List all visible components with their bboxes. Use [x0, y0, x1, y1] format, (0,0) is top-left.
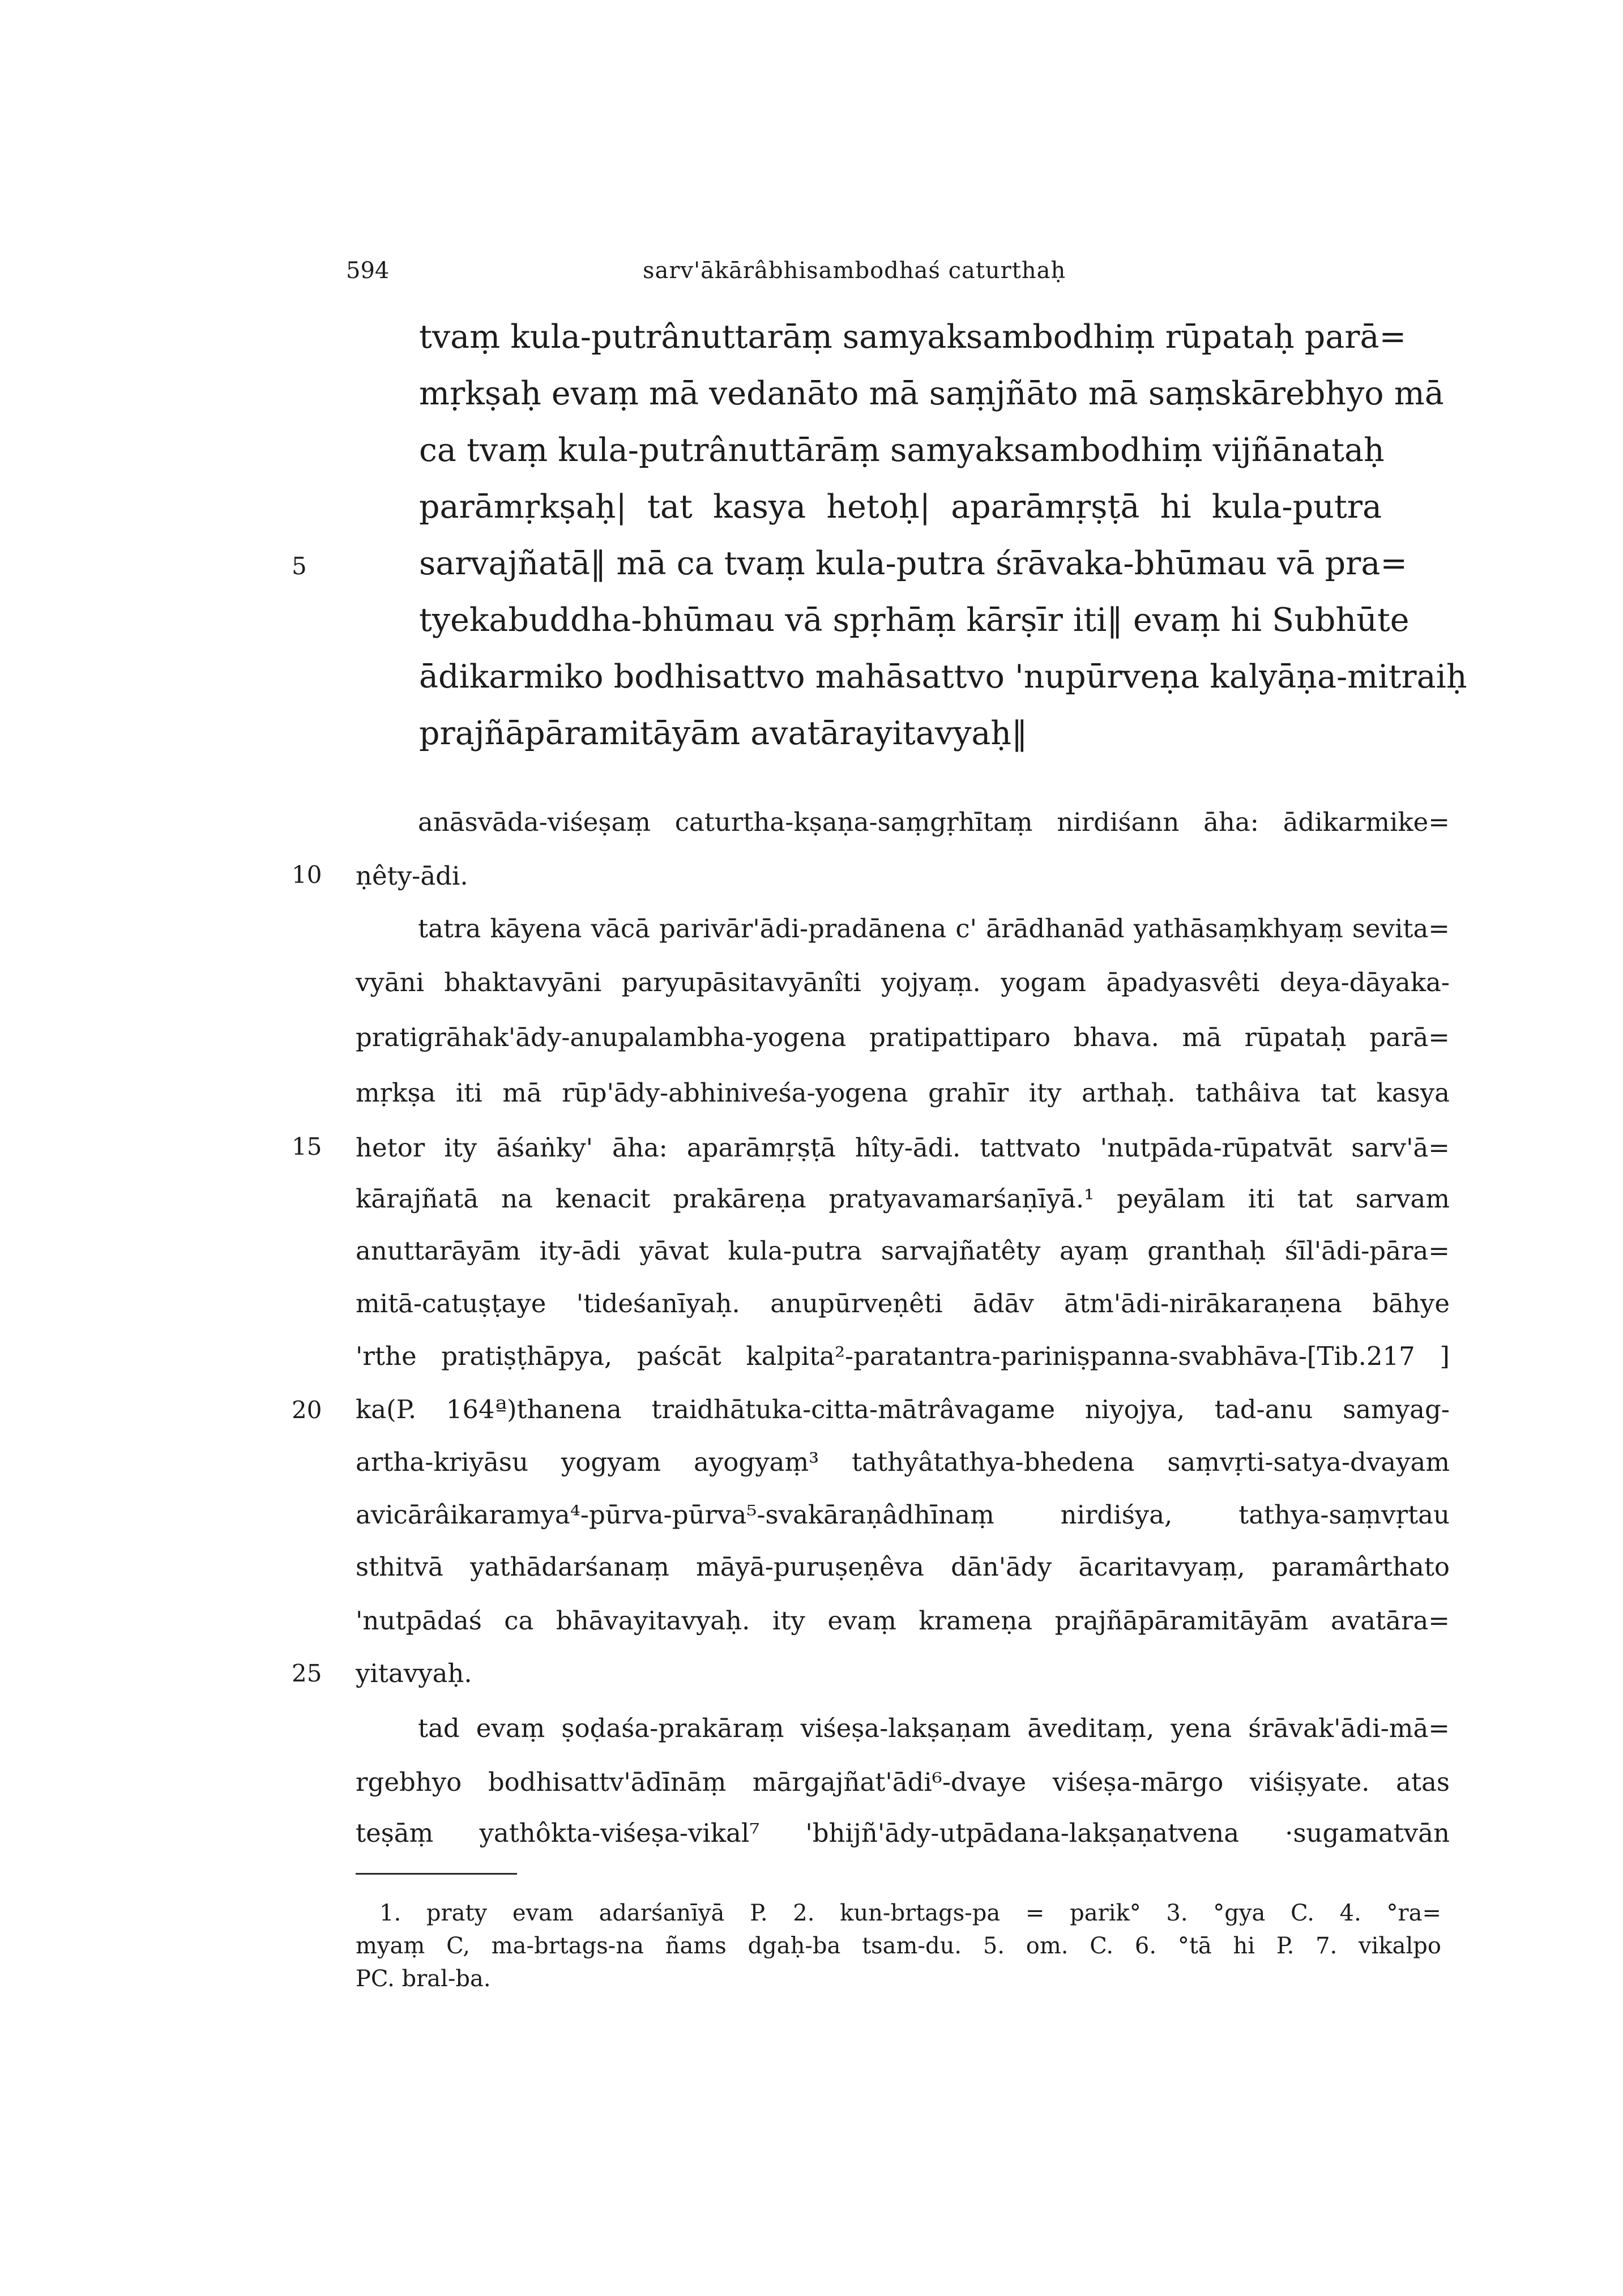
commentary-line: vyāni bhaktavyāni paryupāsitavyānîti yojyaṃ. yogam āpadyasvêti deya-dāyaka- [356, 967, 1450, 997]
commentary-line: ka(P. 164ª)thanena traidhātuka-citta-mātrâvagame niyojya, tad-anu samyag- [356, 1394, 1450, 1424]
verse-line: tvaṃ kula-putrânuttarāṃ samyaksambodhiṃ rūpataḥ parā= [419, 318, 1407, 356]
commentary-line: anuttarāyām ity-ādi yāvat kula-putra sarvajñatêty ayaṃ granthaḥ śīl'ādi-pāra= [356, 1236, 1450, 1266]
verse-line: parāmṛkṣaḥ| tat kasya hetoḥ| aparāmṛṣṭā hi kula-putra [419, 488, 1382, 526]
commentary-line: 'rthe pratiṣṭhāpya, paścāt kalpita²-paratantra-pariniṣpanna-svabhāva-[Tib.217 ] [356, 1341, 1450, 1371]
commentary-line: teṣāṃ yathôkta-viśeṣa-vikal⁷ 'bhijñ'ādy-utpādana-lakṣaṇatvena ·sugamatvān [356, 1818, 1450, 1848]
verse-line: mṛkṣaḥ evaṃ mā vedanāto mā saṃjñāto mā saṃskārebhyo mā [419, 375, 1444, 412]
footnote-line: 1. praty evam adarśanīyā P. 2. kun-brtags-pa = parik° 3. °gya C. 4. °ra= [379, 1900, 1441, 1926]
verse-line: sarvajñatā‖ mā ca tvaṃ kula-putra śrāvaka-bhūmau vā pra= [419, 545, 1408, 582]
footnote-line: myaṃ C, ma-brtags-na ñams dgaḥ-ba tsam-du. 5. om. C. 6. °tā hi P. 7. vikalpo [356, 1933, 1441, 1959]
running-title: sarv'ākārâbhisambodhaś caturthaḥ [643, 258, 1066, 284]
commentary-line: avicārâikaramya⁴-pūrva-pūrva⁵-svakāraṇâdhīnaṃ nirdiśya, tathya-saṃvṛtau [356, 1500, 1450, 1530]
commentary-line: tad evaṃ ṣoḍaśa-prakāraṃ viśeṣa-lakṣaṇam āveditaṃ, yena śrāvak'ādi-mā= [418, 1713, 1450, 1743]
commentary-line: anāsvāda-viśeṣaṃ caturtha-kṣaṇa-saṃgṛhītaṃ nirdiśann āha: ādikarmike= [418, 807, 1450, 837]
line-number: 10 [292, 861, 322, 889]
verse-line: ca tvaṃ kula-putrânuttārāṃ samyaksambodhiṃ vijñānataḥ [419, 432, 1385, 469]
line-number: 20 [292, 1396, 322, 1424]
commentary-line: pratigrāhak'ādy-anupalambha-yogena pratipattiparo bhava. mā rūpataḥ parā= [356, 1022, 1450, 1052]
verse-line: prajñāpāramitāyām avatārayitavyaḥ‖ [419, 715, 1028, 752]
commentary-line: 'nutpādaś ca bhāvayitavyaḥ. ity evaṃ krameṇa prajñāpāramitāyām avatāra= [356, 1606, 1450, 1636]
line-number: 25 [292, 1659, 322, 1687]
commentary-line: hetor ity āśaṅky' āha: aparāmṛṣṭā hîty-ādi. tattvato 'nutpāda-rūpatvāt sarv'ā= [356, 1133, 1450, 1163]
commentary-line: mṛkṣa iti mā rūp'ādy-abhiniveśa-yogena grahīr ity arthaḥ. tathâiva tat kasya [356, 1078, 1450, 1108]
footnote-rule [356, 1873, 517, 1875]
line-number: 15 [292, 1133, 322, 1160]
commentary-line: artha-kriyāsu yogyam ayogyaṃ³ tathyâtathya-bhedena saṃvṛti-satya-dvayam [356, 1447, 1450, 1477]
commentary-line: sthitvā yathādarśanaṃ māyā-puruṣeṇêva dān'ādy ācaritavyaṃ, paramârthato [356, 1552, 1450, 1582]
commentary-line: ṇêty-ādi. [356, 861, 468, 891]
commentary-line: mitā-catuṣṭaye 'tideśanīyaḥ. anupūrveṇêti ādāv ātm'ādi-nirākaraṇena bāhye [356, 1288, 1450, 1318]
verse-line: ādikarmiko bodhisattvo mahāsattvo 'nupūrveṇa kalyāṇa-mitraiḥ [419, 658, 1467, 695]
verse-line: tyekabuddha-bhūmau vā spṛhāṃ kārṣīr iti‖ evaṃ hi Subhūte [419, 601, 1410, 639]
commentary-line: rgebhyo bodhisattv'ādīnāṃ mārgajñat'ādi⁶-dvaye viśeṣa-mārgo viśiṣyate. atas [356, 1767, 1450, 1797]
line-number: 5 [292, 552, 307, 580]
commentary-line: yitavyaḥ. [356, 1658, 472, 1688]
commentary-line: kārajñatā na kenacit prakāreṇa pratyavamarśaṇīyā.¹ peyālam iti tat sarvam [356, 1184, 1450, 1214]
page-number: 594 [346, 258, 390, 284]
footnote-line: PC. bral-ba. [356, 1966, 491, 1992]
commentary-line: tatra kāyena vācā parivār'ādi-pradānena c' ārādhanād yathāsaṃkhyaṃ sevita= [418, 914, 1450, 944]
